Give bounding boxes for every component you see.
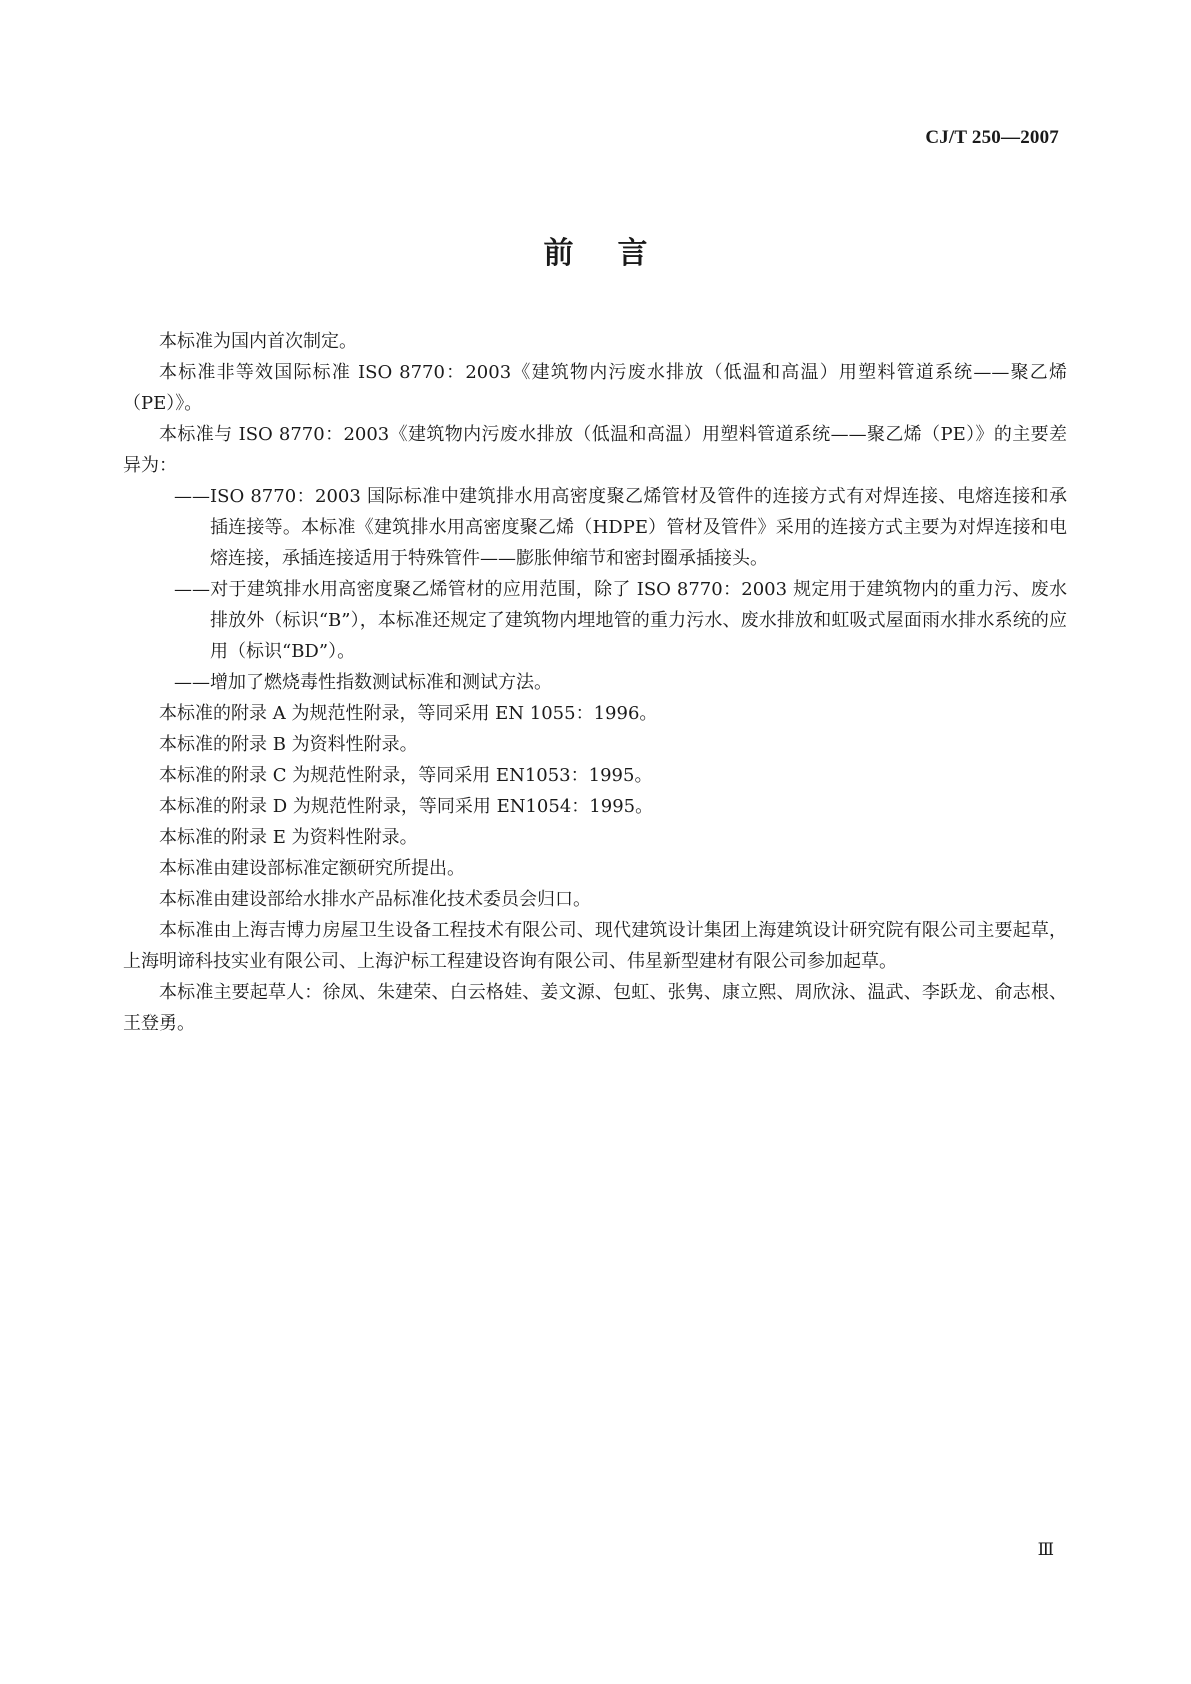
paragraph-annex-d: 本标准的附录 D 为规范性附录，等同采用 EN1054：1995。: [159, 796, 654, 817]
differences-list: [123, 481, 1067, 698]
difference-item: ——ISO 8770：2003 国际标准中建筑排水用高密度聚乙烯管材及管件的连接方式有对焊连接、电熔连接和承插连接等。本标准《建筑排水用高密度聚乙烯（HDPE）管材及管件》采用的连接方式主要为对焊连接和电熔连接，承插连接适用于特殊管件——膨胀伸缩节和密封圈承插接头。: [174, 486, 1067, 569]
page-number: Ⅲ: [1037, 1540, 1054, 1559]
page-title: 前言: [543, 236, 692, 271]
standard-code: CJ/T 250—2007: [925, 127, 1059, 148]
difference-item: ——对于建筑排水用高密度聚乙烯管材的应用范围，除了 ISO 8770：2003 规定用于建筑物内的重力污、废水排放外（标识“B”），本标准还规定了建筑物内埋地管的重力污水、废水排放和虹吸式屋面雨水排水系统的应用（标识“BD”）。: [174, 579, 1067, 662]
paragraph-drafting-organizations: 本标准由上海吉博力房屋卫生设备工程技术有限公司、现代建筑设计集团上海建筑设计研究院有限公司主要起草，上海明谛科技实业有限公司、上海沪标工程建设咨询有限公司、伟星新型建材有限公司参加起草。: [123, 920, 1067, 972]
paragraph-proposer: 本标准由建设部标准定额研究所提出。: [159, 858, 465, 879]
difference-item: ——增加了燃烧毒性指数测试标准和测试方法。: [174, 672, 552, 693]
paragraph-first-edition: 本标准为国内首次制定。: [159, 331, 357, 352]
paragraph-differences-intro: 本标准与 ISO 8770：2003《建筑物内污废水排放（低温和高温）用塑料管道系统——聚乙烯（PE）》的主要差异为：: [123, 424, 1067, 476]
paragraph-drafters: 本标准主要起草人：徐凤、朱建荣、白云格娃、姜文源、包虹、张隽、康立熙、周欣泳、温武、李跃龙、俞志根、王登勇。: [123, 982, 1067, 1034]
paragraph-annex-b: 本标准的附录 B 为资料性附录。: [159, 734, 418, 755]
paragraph-committee: 本标准由建设部给水排水产品标准化技术委员会归口。: [159, 889, 591, 910]
paragraph-annex-a: 本标准的附录 A 为规范性附录，等同采用 EN 1055：1996。: [159, 703, 658, 724]
paragraph-annex-e: 本标准的附录 E 为资料性附录。: [159, 827, 418, 848]
foreword-body: [123, 326, 1067, 1039]
paragraph-annex-c: 本标准的附录 C 为规范性附录，等同采用 EN1053：1995。: [159, 765, 653, 786]
paragraph-iso-equivalence: 本标准非等效国际标准 ISO 8770：2003《建筑物内污废水排放（低温和高温）用塑料管道系统——聚乙烯（PE）》。: [123, 362, 1067, 414]
